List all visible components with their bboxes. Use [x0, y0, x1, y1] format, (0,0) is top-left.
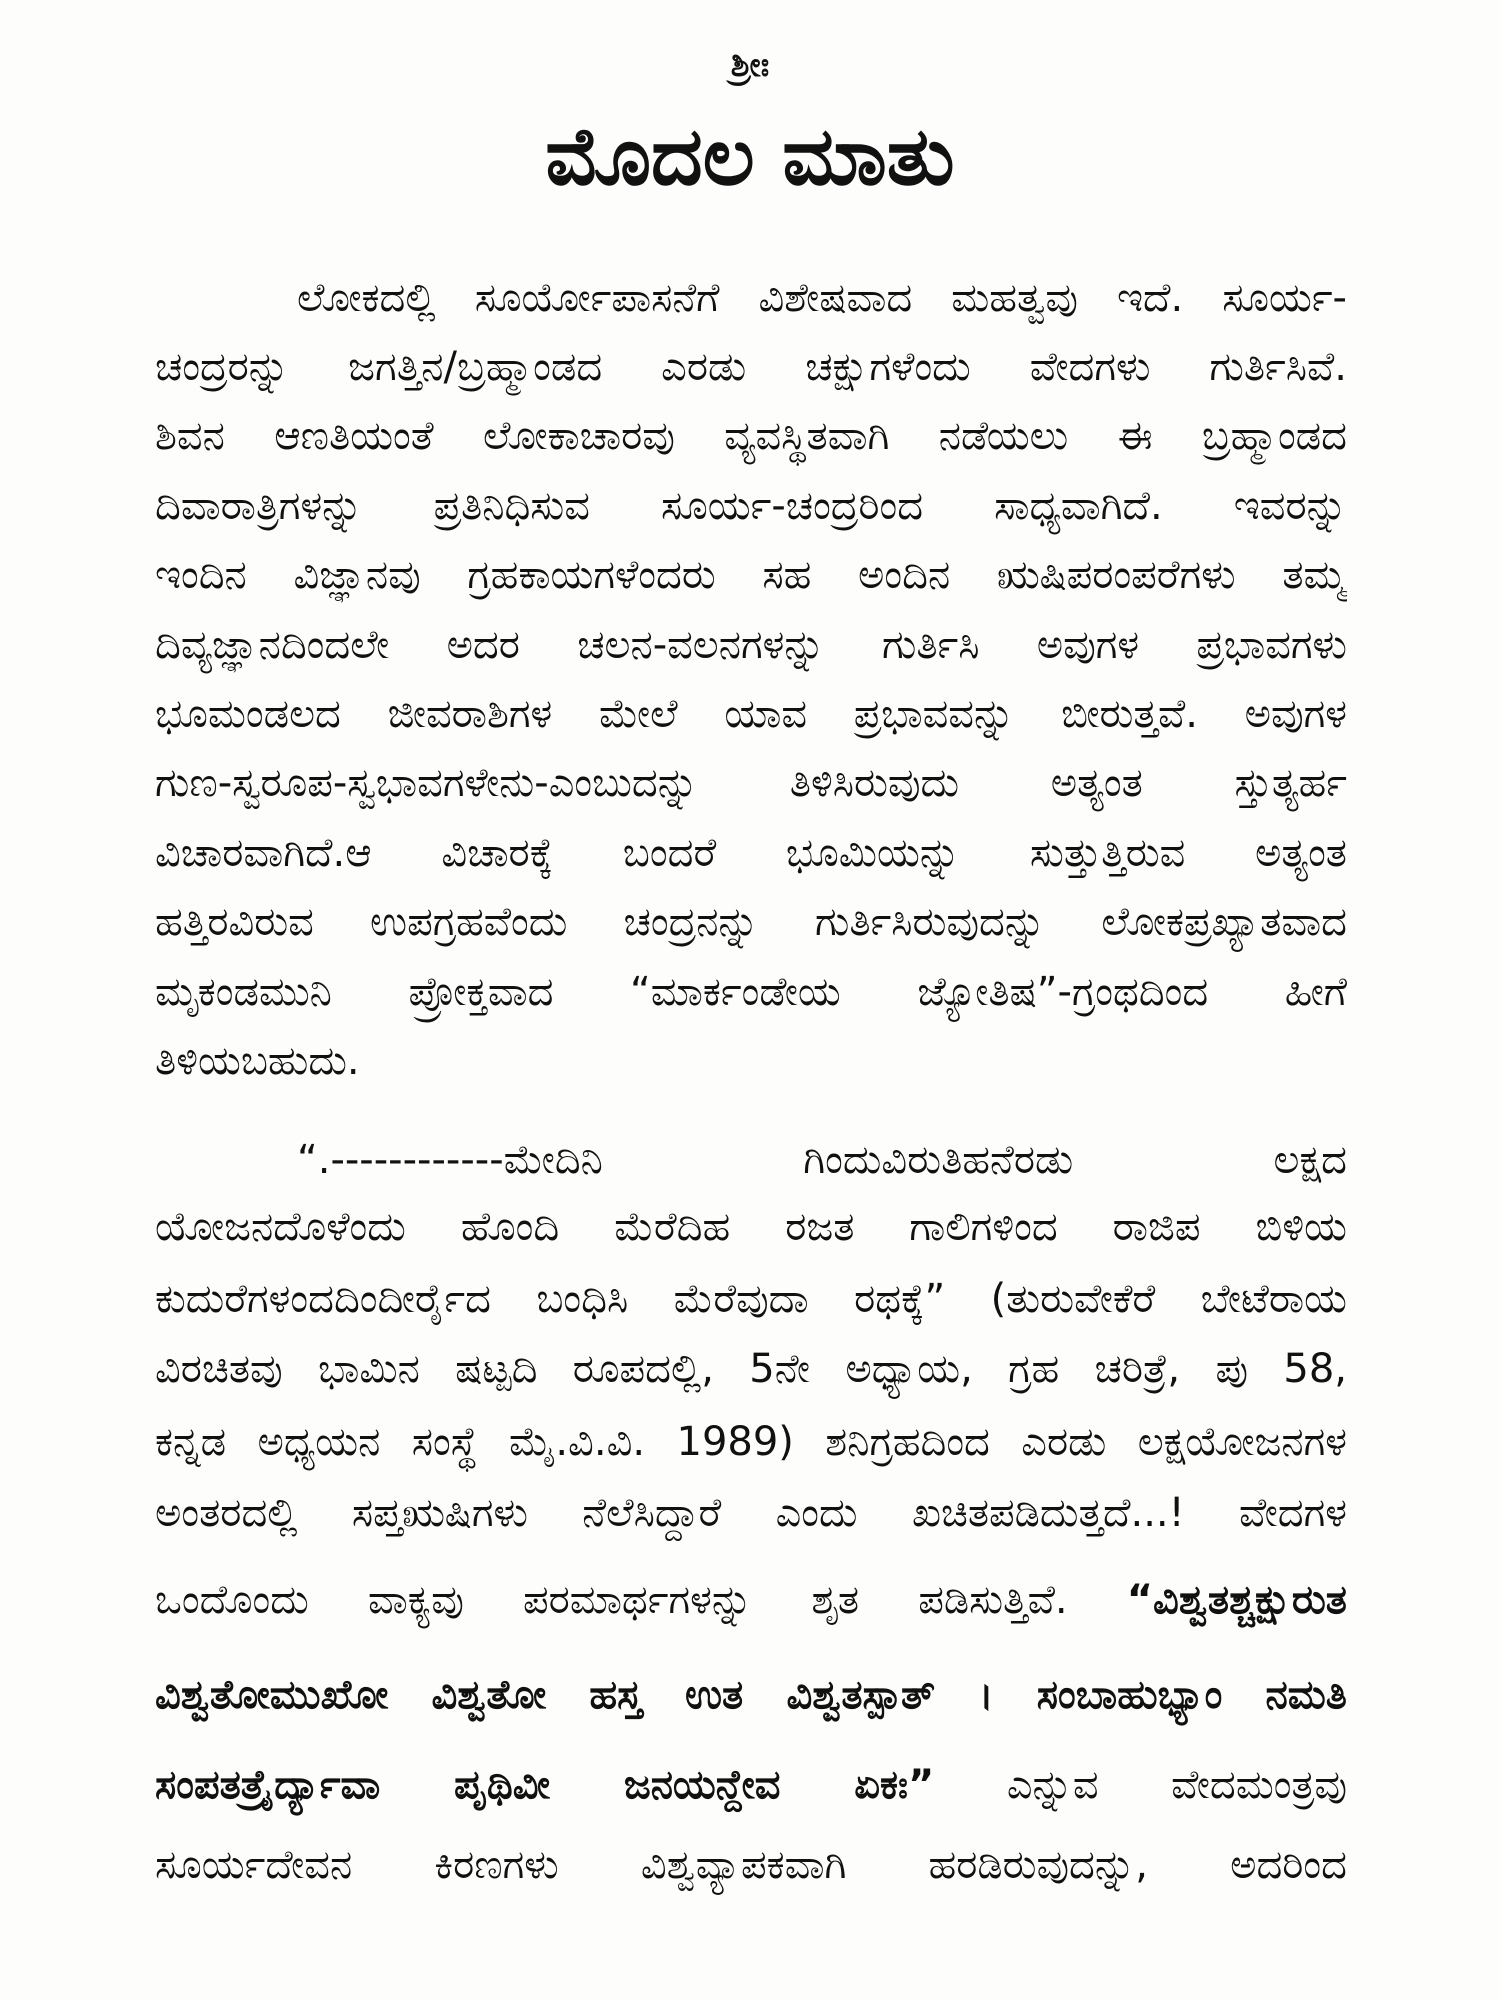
citation-text: ಕನ್ನಡ ಅಧ್ಯಯನ ಸಂಸ್ಥೆ ಮೈ.ವಿ.ವಿ. 1989) ಶನಿಗ್ರಹದಿಂದ ಎರಡು ಲಕ್ಷಯೋಜನಗಳ — [155, 1419, 1347, 1465]
body-text: ಸೂರ್ಯದೇವನ ಕಿರಣಗಳು ವಿಶ್ವವ್ಯಾಪಕವಾಗಿ ಹರಡಿರುವುದನ್ನು, ಅದರಿಂದ — [155, 1842, 1347, 1888]
quoted-verse: ಕುದುರೆಗಳಂದದಿಂದೀರ್ರೈದ ಬಂಧಿಸಿ ಮೆರೆವುದಾ ರಥಕ್ಕೆ” (ತುರುವೇಕೆರೆ ಬೇಟೆರಾಯ — [155, 1276, 1347, 1322]
text-line: ಲೋಕದಲ್ಲಿ ಸೂರ್ಯೋಪಾಸನೆಗೆ ವಿಶೇಷವಾದ ಮಹತ್ವವು ಇದೆ. ಸೂರ್ಯ- — [297, 275, 1347, 321]
text-line: ದಿವಾರಾತ್ರಿಗಳನ್ನು ಪ್ರತಿನಿಧಿಸುವ ಸೂರ್ಯ-ಚಂದ್ರರಿಂದ ಸಾಧ್ಯವಾಗಿದೆ. ಇವರನ್ನು — [155, 483, 1347, 529]
text-line — [155, 1264, 1347, 1334]
text-line: ಗುಣ-ಸ್ವರೂಪ-ಸ್ವಭಾವಗಳೇನು-ಎಂಬುದನ್ನು ತಿಳಿಸಿರುವುದು ಅತ್ಯಂತ ಸ್ತುತ್ಯರ್ಹ — [155, 760, 1347, 806]
text-line — [155, 1830, 1347, 1900]
mantra-text: ವಿಶ್ವತೋಮುಖೋ ವಿಶ್ವತೋ ಹಸ್ತ ಉತ ವಿಶ್ವತಸ್ಪಾತ್ । ಸಂಬಾಹುಭ್ಯಾಂ ನಮತಿ — [155, 1672, 1347, 1718]
text-line: ದಿವ್ಯಜ್ಞಾನದಿಂದಲೇ ಅದರ ಚಲನ-ವಲನಗಳನ್ನು ಗುರ್ತಿಸಿ ಅವುಗಳ ಪ್ರಭಾವಗಳು — [155, 622, 1347, 668]
text-line — [155, 1334, 1347, 1404]
mantra-text: ಸಂಪತತ್ರೈರ್ದ್ಯಾವಾ ಪೃಥಿವೀ ಜನಯನ್ದೇವ ಏಕಃ” — [155, 1762, 935, 1808]
text-line — [155, 1125, 1347, 1195]
body-text: ಎನ್ನುವ ವೇದಮಂತ್ರವು — [1006, 1762, 1347, 1808]
text-line — [155, 1192, 1347, 1262]
text-line: ವಿಚಾರವಾಗಿದೆ.ಆ ವಿಚಾರಕ್ಕೆ ಬಂದರೆ ಭೂಮಿಯನ್ನು ಸುತ್ತುತ್ತಿರುವ ಅತ್ಯಂತ — [155, 830, 1347, 876]
mantra-text: “ವಿಶ್ವತಶ್ಚಕ್ಷುರುತ — [1126, 1577, 1347, 1623]
text-line: ಶಿವನ ಆಣತಿಯಂತೆ ಲೋಕಾಚಾರವು ವ್ಯವಸ್ಥಿತವಾಗಿ ನಡೆಯಲು ಈ ಬ್ರಹ್ಮಾಂಡದ — [155, 413, 1347, 459]
text-line: ತಿಳಿಯಬಹುದು. — [155, 1038, 360, 1084]
quoted-verse: “.------------ಮೇದಿನಿ ಗಿಂದುವಿರುತಿಹನೆರಡು ಲಕ್ಷದ — [297, 1137, 1347, 1183]
text-line — [155, 1478, 1347, 1548]
page-title: ಮೊದಲ ಮಾತು — [545, 110, 955, 203]
text-line: ಮೃಕಂಡಮುನಿ ಪ್ರೋಕ್ತವಾದ “ಮಾರ್ಕಂಡೇಯ ಜ್ಯೋತಿಷ”-ಗ್ರಂಥದಿಂದ ಹೀಗೆ — [155, 969, 1347, 1015]
text-line: ಇಂದಿನ ವಿಜ್ಞಾನವು ಗ್ರಹಕಾಯಗಳೆಂದರು ಸಹ ಅಂದಿನ ಋಷಿಪರಂಪರೆಗಳು ತಮ್ಮ — [155, 552, 1347, 598]
text-line — [155, 1407, 1347, 1477]
text-line — [155, 1750, 1347, 1820]
text-line: ಚಂದ್ರರನ್ನು ಜಗತ್ತಿನ/ಬ್ರಹ್ಮಾಂಡದ ಎರಡು ಚಕ್ಷುಗಳೆಂದು ವೇದಗಳು ಗುರ್ತಿಸಿವೆ. — [155, 344, 1347, 390]
body-text: ಒಂದೊಂದು ವಾಕ್ಯವು ಪರಮಾರ್ಥಗಳನ್ನು ಶೃತ ಪಡಿಸುತ್ತಿವೆ. — [155, 1577, 1068, 1623]
citation-text: ವಿರಚಿತವು ಭಾಮಿನ ಷಟ್ಪದಿ ರೂಪದಲ್ಲಿ, 5ನೇ ಅಧ್ಯಾಯ, ಗ್ರಹ ಚರಿತ್ರೆ, ಪು 58, — [155, 1346, 1347, 1392]
text-line — [155, 1660, 1347, 1730]
invocation-text: ಶ್ರೀಃ — [730, 45, 770, 85]
text-line: ಹತ್ತಿರವಿರುವ ಉಪಗ್ರಹವೆಂದು ಚಂದ್ರನನ್ನು ಗುರ್ತಿಸಿರುವುದನ್ನು ಲೋಕಪ್ರಖ್ಯಾತವಾದ — [155, 899, 1347, 945]
text-line: ಭೂಮಂಡಲದ ಜೀವರಾಶಿಗಳ ಮೇಲೆ ಯಾವ ಪ್ರಭಾವವನ್ನು ಬೀರುತ್ತವೆ. ಅವುಗಳ — [155, 691, 1347, 737]
quoted-verse: ಯೋಜನದೊಳೆಂದು ಹೊಂದಿ ಮೆರೆದಿಹ ರಜತ ಗಾಲಿಗಳಿಂದ ರಾಜಿಪ ಬಿಳಿಯ — [155, 1204, 1347, 1250]
body-text: ಅಂತರದಲ್ಲಿ ಸಪ್ತಋಷಿಗಳು ನೆಲೆಸಿದ್ದಾರೆ ಎಂದು ಖಚಿತಪಡಿದುತ್ತದೆ...! ವೇದಗಳ — [155, 1490, 1347, 1536]
text-line — [155, 1565, 1347, 1635]
